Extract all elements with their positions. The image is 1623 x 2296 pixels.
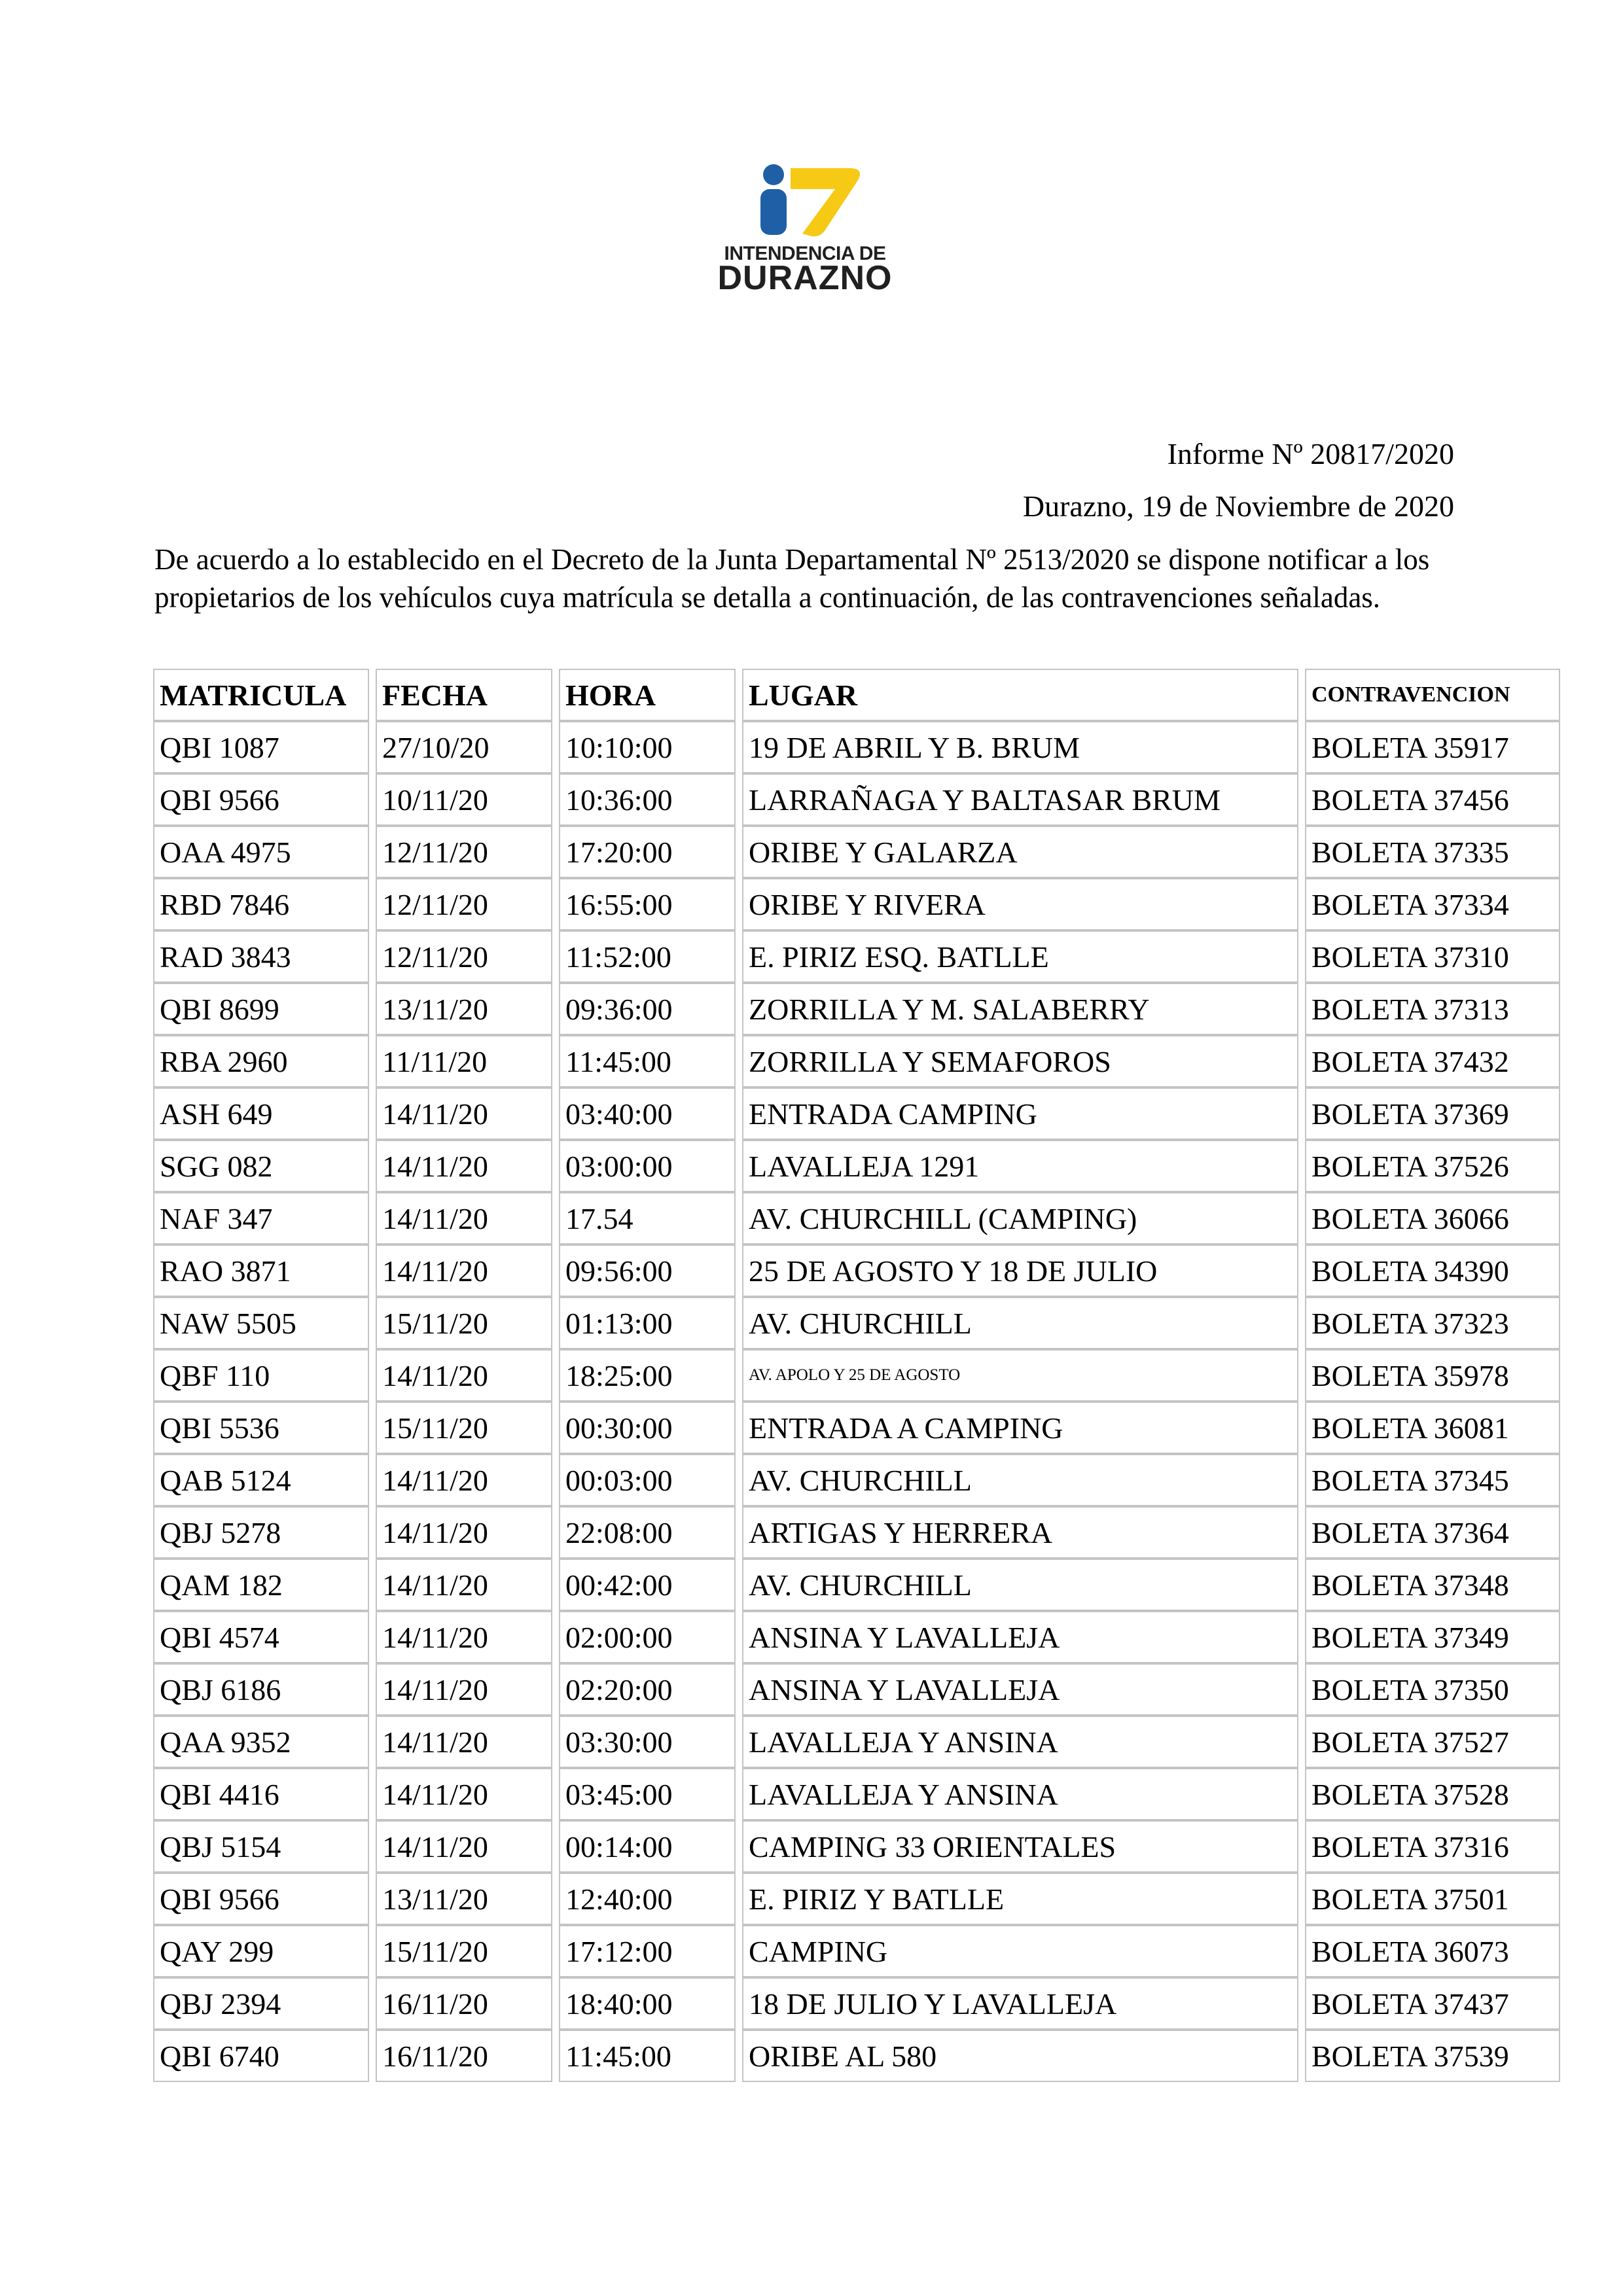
cell-lugar: LAVALLEJA Y ANSINA [742, 1716, 1298, 1768]
cell-lugar: ENTRADA A CAMPING [742, 1402, 1298, 1454]
cell-hora: 03:45:00 [559, 1768, 736, 1820]
cell-fecha: 16/11/20 [376, 1977, 552, 2030]
cell-matricula: SGG 082 [153, 1140, 369, 1192]
cell-fecha: 13/11/20 [376, 983, 552, 1035]
cell-fecha: 10/11/20 [376, 773, 552, 826]
table-row [153, 1035, 1560, 1087]
cell-hora: 00:14:00 [559, 1820, 736, 1873]
cell-contravencion: BOLETA 37350 [1305, 1663, 1560, 1716]
cell-lugar: ARTIGAS Y HERRERA [742, 1506, 1298, 1559]
table-row [153, 1297, 1560, 1349]
cell-matricula: RBD 7846 [153, 878, 369, 930]
table-row [153, 773, 1560, 826]
cell-fecha: 14/11/20 [376, 1349, 552, 1402]
cell-lugar: AV. CHURCHILL (CAMPING) [742, 1192, 1298, 1245]
cell-hora: 02:20:00 [559, 1663, 736, 1716]
header-contravencion: CONTRAVENCION [1305, 669, 1560, 721]
cell-lugar: E. PIRIZ Y BATLLE [742, 1873, 1298, 1925]
cell-contravencion: BOLETA 37437 [1305, 1977, 1560, 2030]
table-row [153, 1820, 1560, 1873]
cell-hora: 00:03:00 [559, 1454, 736, 1506]
cell-contravencion: BOLETA 36081 [1305, 1402, 1560, 1454]
cell-hora: 09:36:00 [559, 983, 736, 1035]
cell-fecha: 14/11/20 [376, 1820, 552, 1873]
cell-hora: 16:55:00 [559, 878, 736, 930]
cell-fecha: 14/11/20 [376, 1454, 552, 1506]
cell-contravencion: BOLETA 37349 [1305, 1611, 1560, 1663]
cell-contravencion: BOLETA 37316 [1305, 1820, 1560, 1873]
cell-contravencion: BOLETA 37323 [1305, 1297, 1560, 1349]
cell-fecha: 14/11/20 [376, 1663, 552, 1716]
cell-hora: 11:52:00 [559, 930, 736, 983]
table-row [153, 1873, 1560, 1925]
table-row [153, 1140, 1560, 1192]
cell-contravencion: BOLETA 37501 [1305, 1873, 1560, 1925]
logo-mark-icon [700, 160, 910, 245]
cell-lugar: 25 DE AGOSTO Y 18 DE JULIO [742, 1245, 1298, 1297]
cell-matricula: QBI 1087 [153, 721, 369, 773]
table-row [153, 826, 1560, 878]
cell-hora: 00:42:00 [559, 1559, 736, 1611]
table-row [153, 930, 1560, 983]
table-body [153, 721, 1560, 2082]
cell-fecha: 11/11/20 [376, 1035, 552, 1087]
cell-hora: 03:30:00 [559, 1716, 736, 1768]
table-row [153, 1559, 1560, 1611]
cell-fecha: 15/11/20 [376, 1925, 552, 1977]
cell-contravencion: BOLETA 37528 [1305, 1768, 1560, 1820]
cell-contravencion: BOLETA 37348 [1305, 1559, 1560, 1611]
cell-matricula: QBJ 2394 [153, 1977, 369, 2030]
cell-contravencion: BOLETA 37334 [1305, 878, 1560, 930]
cell-fecha: 15/11/20 [376, 1402, 552, 1454]
table-row [153, 1977, 1560, 2030]
cell-hora: 10:36:00 [559, 773, 736, 826]
cell-matricula: QAA 9352 [153, 1716, 369, 1768]
cell-hora: 11:45:00 [559, 1035, 736, 1087]
cell-lugar: CAMPING 33 ORIENTALES [742, 1820, 1298, 1873]
contravenciones-table [147, 669, 1567, 2082]
cell-contravencion: BOLETA 36066 [1305, 1192, 1560, 1245]
cell-contravencion: BOLETA 37335 [1305, 826, 1560, 878]
cell-matricula: QBJ 5154 [153, 1820, 369, 1873]
table-row [153, 1454, 1560, 1506]
table-row [153, 878, 1560, 930]
cell-fecha: 14/11/20 [376, 1192, 552, 1245]
table-row [153, 1506, 1560, 1559]
table-row [153, 1402, 1560, 1454]
cell-fecha: 12/11/20 [376, 930, 552, 983]
cell-hora: 17.54 [559, 1192, 736, 1245]
cell-contravencion: BOLETA 37526 [1305, 1140, 1560, 1192]
cell-lugar: 18 DE JULIO Y LAVALLEJA [742, 1977, 1298, 2030]
intro-paragraph: De acuerdo a lo establecido en el Decreto de la Junta Departamental Nº 2513/2020 se dispone notificar a los propietarios de los vehículos cuya matrícula se detalla a continuación, de las contravenciones señaladas. [154, 543, 1430, 614]
cell-lugar: ANSINA Y LAVALLEJA [742, 1611, 1298, 1663]
cell-fecha: 12/11/20 [376, 826, 552, 878]
table-row [153, 1087, 1560, 1140]
cell-lugar: LAVALLEJA Y ANSINA [742, 1768, 1298, 1820]
cell-contravencion: BOLETA 37456 [1305, 773, 1560, 826]
cell-matricula: QAM 182 [153, 1559, 369, 1611]
cell-lugar: ANSINA Y LAVALLEJA [742, 1663, 1298, 1716]
cell-lugar: E. PIRIZ ESQ. BATLLE [742, 930, 1298, 983]
cell-lugar: LARRAÑAGA Y BALTASAR BRUM [742, 773, 1298, 826]
intendencia-logo [700, 160, 910, 297]
cell-matricula: RBA 2960 [153, 1035, 369, 1087]
document-date: Durazno, 19 de Noviembre de 2020 [1022, 489, 1454, 523]
cell-matricula: ASH 649 [153, 1087, 369, 1140]
cell-matricula: NAF 347 [153, 1192, 369, 1245]
cell-lugar: CAMPING [742, 1925, 1298, 1977]
header-lugar: LUGAR [742, 669, 1298, 721]
cell-fecha: 12/11/20 [376, 878, 552, 930]
table-row [153, 1716, 1560, 1768]
cell-hora: 03:00:00 [559, 1140, 736, 1192]
cell-hora: 17:12:00 [559, 1925, 736, 1977]
cell-matricula: QBI 5536 [153, 1402, 369, 1454]
cell-lugar: ZORRILLA Y SEMAFOROS [742, 1035, 1298, 1087]
cell-hora: 00:30:00 [559, 1402, 736, 1454]
cell-lugar: LAVALLEJA 1291 [742, 1140, 1298, 1192]
cell-fecha: 14/11/20 [376, 1559, 552, 1611]
cell-contravencion: BOLETA 37432 [1305, 1035, 1560, 1087]
cell-contravencion: BOLETA 37539 [1305, 2030, 1560, 2082]
logo-text-line1: INTENDENCIA DE [724, 243, 886, 264]
cell-matricula: QAY 299 [153, 1925, 369, 1977]
cell-fecha: 14/11/20 [376, 1611, 552, 1663]
cell-fecha: 13/11/20 [376, 1873, 552, 1925]
informe-number: Informe Nº 20817/2020 [1167, 437, 1454, 470]
cell-fecha: 14/11/20 [376, 1506, 552, 1559]
cell-matricula: QBI 8699 [153, 983, 369, 1035]
table-row [153, 1349, 1560, 1402]
cell-hora: 01:13:00 [559, 1297, 736, 1349]
cell-hora: 09:56:00 [559, 1245, 736, 1297]
cell-contravencion: BOLETA 37310 [1305, 930, 1560, 983]
cell-hora: 11:45:00 [559, 2030, 736, 2082]
cell-contravencion: BOLETA 35978 [1305, 1349, 1560, 1402]
cell-lugar: ORIBE Y GALARZA [742, 826, 1298, 878]
cell-contravencion: BOLETA 37364 [1305, 1506, 1560, 1559]
cell-matricula: QBI 9566 [153, 1873, 369, 1925]
cell-lugar: ORIBE AL 580 [742, 2030, 1298, 2082]
cell-contravencion: BOLETA 35917 [1305, 721, 1560, 773]
cell-lugar: AV. CHURCHILL [742, 1559, 1298, 1611]
table-header-row [153, 669, 1560, 721]
cell-fecha: 14/11/20 [376, 1716, 552, 1768]
cell-lugar: ZORRILLA Y M. SALABERRY [742, 983, 1298, 1035]
cell-fecha: 16/11/20 [376, 2030, 552, 2082]
table-row [153, 2030, 1560, 2082]
cell-fecha: 15/11/20 [376, 1297, 552, 1349]
cell-lugar: 19 DE ABRIL Y B. BRUM [742, 721, 1298, 773]
header-matricula: MATRICULA [153, 669, 369, 721]
cell-hora: 03:40:00 [559, 1087, 736, 1140]
cell-fecha: 27/10/20 [376, 721, 552, 773]
cell-hora: 02:00:00 [559, 1611, 736, 1663]
cell-hora: 18:40:00 [559, 1977, 736, 2030]
cell-matricula: QBJ 5278 [153, 1506, 369, 1559]
cell-lugar: AV. APOLO Y 25 DE AGOSTO [742, 1349, 1298, 1402]
table-row [153, 1663, 1560, 1716]
cell-lugar: ENTRADA CAMPING [742, 1087, 1298, 1140]
logo-text-line2: DURAZNO [717, 259, 893, 297]
cell-hora: 10:10:00 [559, 721, 736, 773]
cell-matricula: RAO 3871 [153, 1245, 369, 1297]
cell-hora: 18:25:00 [559, 1349, 736, 1402]
cell-matricula: QBJ 6186 [153, 1663, 369, 1716]
cell-contravencion: BOLETA 34390 [1305, 1245, 1560, 1297]
table-row [153, 1245, 1560, 1297]
cell-matricula: RAD 3843 [153, 930, 369, 983]
cell-fecha: 14/11/20 [376, 1087, 552, 1140]
cell-matricula: QBF 110 [153, 1349, 369, 1402]
cell-lugar: AV. CHURCHILL [742, 1454, 1298, 1506]
table-row [153, 1925, 1560, 1977]
cell-contravencion: BOLETA 37313 [1305, 983, 1560, 1035]
table-row [153, 983, 1560, 1035]
cell-matricula: QAB 5124 [153, 1454, 369, 1506]
cell-contravencion: BOLETA 37345 [1305, 1454, 1560, 1506]
cell-contravencion: BOLETA 36073 [1305, 1925, 1560, 1977]
cell-fecha: 14/11/20 [376, 1768, 552, 1820]
cell-hora: 22:08:00 [559, 1506, 736, 1559]
cell-matricula: QBI 9566 [153, 773, 369, 826]
cell-lugar: AV. CHURCHILL [742, 1297, 1298, 1349]
cell-contravencion: BOLETA 37369 [1305, 1087, 1560, 1140]
cell-matricula: QBI 6740 [153, 2030, 369, 2082]
cell-matricula: QBI 4416 [153, 1768, 369, 1820]
table-row [153, 1611, 1560, 1663]
cell-matricula: OAA 4975 [153, 826, 369, 878]
table-row [153, 1768, 1560, 1820]
table-row [153, 721, 1560, 773]
cell-fecha: 14/11/20 [376, 1245, 552, 1297]
header-fecha: FECHA [376, 669, 552, 721]
cell-hora: 17:20:00 [559, 826, 736, 878]
cell-matricula: QBI 4574 [153, 1611, 369, 1663]
cell-hora: 12:40:00 [559, 1873, 736, 1925]
cell-lugar: ORIBE Y RIVERA [742, 878, 1298, 930]
header-hora: HORA [559, 669, 736, 721]
cell-fecha: 14/11/20 [376, 1140, 552, 1192]
cell-contravencion: BOLETA 37527 [1305, 1716, 1560, 1768]
cell-matricula: NAW 5505 [153, 1297, 369, 1349]
table-row [153, 1192, 1560, 1245]
